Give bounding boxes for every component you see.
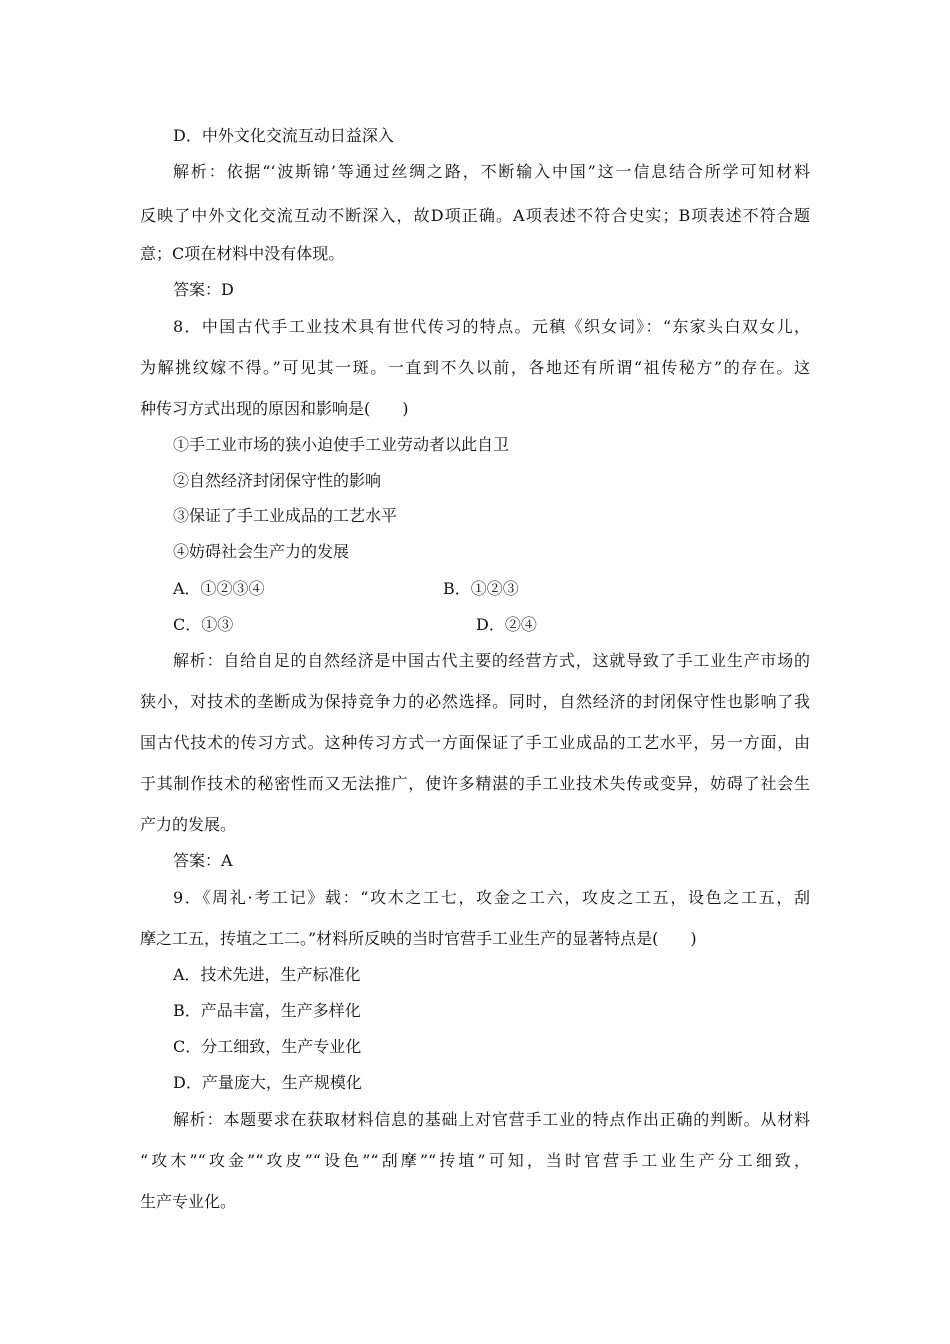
q8-option-c: C．①③ <box>173 615 234 634</box>
q9-option-d: D．产量庞大，生产规模化 <box>173 1073 362 1092</box>
q8-analysis-line-5: 产力的发展。 <box>140 815 237 834</box>
q9-stem-line-1: 9．《周礼·考工记》载：“攻木之工七，攻金之工六，攻皮之工五，设色之工五，刮 <box>173 888 810 907</box>
q9-option-b: B．产品丰富，生产多样化 <box>173 1001 361 1020</box>
q7-answer: 答案：D <box>173 280 234 299</box>
q9-stem-line-2: 摩之工五，抟埴之工二。”材料所反映的当时官营手工业生产的显著特点是( ) <box>140 929 697 948</box>
q7-option-d: D．中外文化交流互动日益深入 <box>173 126 394 145</box>
q7-analysis-line-1: 解析：依据“‘波斯锦’等通过丝绸之路，不断输入中国”这一信息结合所学可知材料 <box>173 162 810 181</box>
q9-analysis-line-3: 生产专业化。 <box>140 1192 237 1211</box>
q8-stem-line-1: 8．中国古代手工业技术具有世代传习的特点。元稹《织女词》：“东家头白双女儿， <box>173 317 810 336</box>
q8-item-2: ②自然经济封闭保守性的影响 <box>173 471 382 490</box>
q8-item-1: ①手工业市场的狭小迫使手工业劳动者以此自卫 <box>173 435 510 454</box>
q8-option-a: A．①②③④ <box>173 579 265 598</box>
q7-analysis-line-2: 反映了中外文化交流互动不断深入，故D项正确。A项表述不符合史实；B项表述不符合题 <box>140 206 810 225</box>
q8-option-d: D．②④ <box>476 615 537 634</box>
q8-analysis-line-2: 狭小，对技术的垄断成为保持竞争力的必然选择。同时，自然经济的封闭保守性也影响了我 <box>140 692 810 711</box>
q8-answer: 答案：A <box>173 851 233 870</box>
q8-option-b: B．①②③ <box>443 579 519 598</box>
q8-analysis-line-3: 国古代技术的传习方式。这种传习方式一方面保证了手工业成品的工艺水平，另一方面，由 <box>140 733 810 752</box>
q9-option-a: A．技术先进，生产标准化 <box>173 965 361 984</box>
q8-item-3: ③保证了手工业成品的工艺水平 <box>173 506 398 525</box>
q9-option-c: C．分工细致，生产专业化 <box>173 1037 362 1056</box>
q8-stem-line-2: 为解挑纹嫁不得。”可见其一斑。一直到不久以前，各地还有所谓“祖传秘方”的存在。这 <box>140 358 810 377</box>
q9-analysis-line-2: “攻木”“攻金”“攻皮”“设色”“刮摩”“抟埴”可知，当时官营手工业生产分工细致， <box>140 1151 810 1170</box>
q8-analysis-line-4: 于其制作技术的秘密性而又无法推广，使许多精湛的手工业技术失传或变异，妨碍了社会生 <box>140 774 810 793</box>
q8-analysis-line-1: 解析：自给自足的自然经济是中国古代主要的经营方式，这就导致了手工业生产市场的 <box>173 651 810 670</box>
q8-stem-line-3: 种传习方式出现的原因和影响是( ) <box>140 399 409 418</box>
q9-analysis-line-1: 解析：本题要求在获取材料信息的基础上对官营手工业的特点作出正确的判断。从材料 <box>173 1110 810 1129</box>
q7-analysis-line-3: 意；C项在材料中没有体现。 <box>140 244 345 263</box>
q8-item-4: ④妨碍社会生产力的发展 <box>173 542 350 561</box>
